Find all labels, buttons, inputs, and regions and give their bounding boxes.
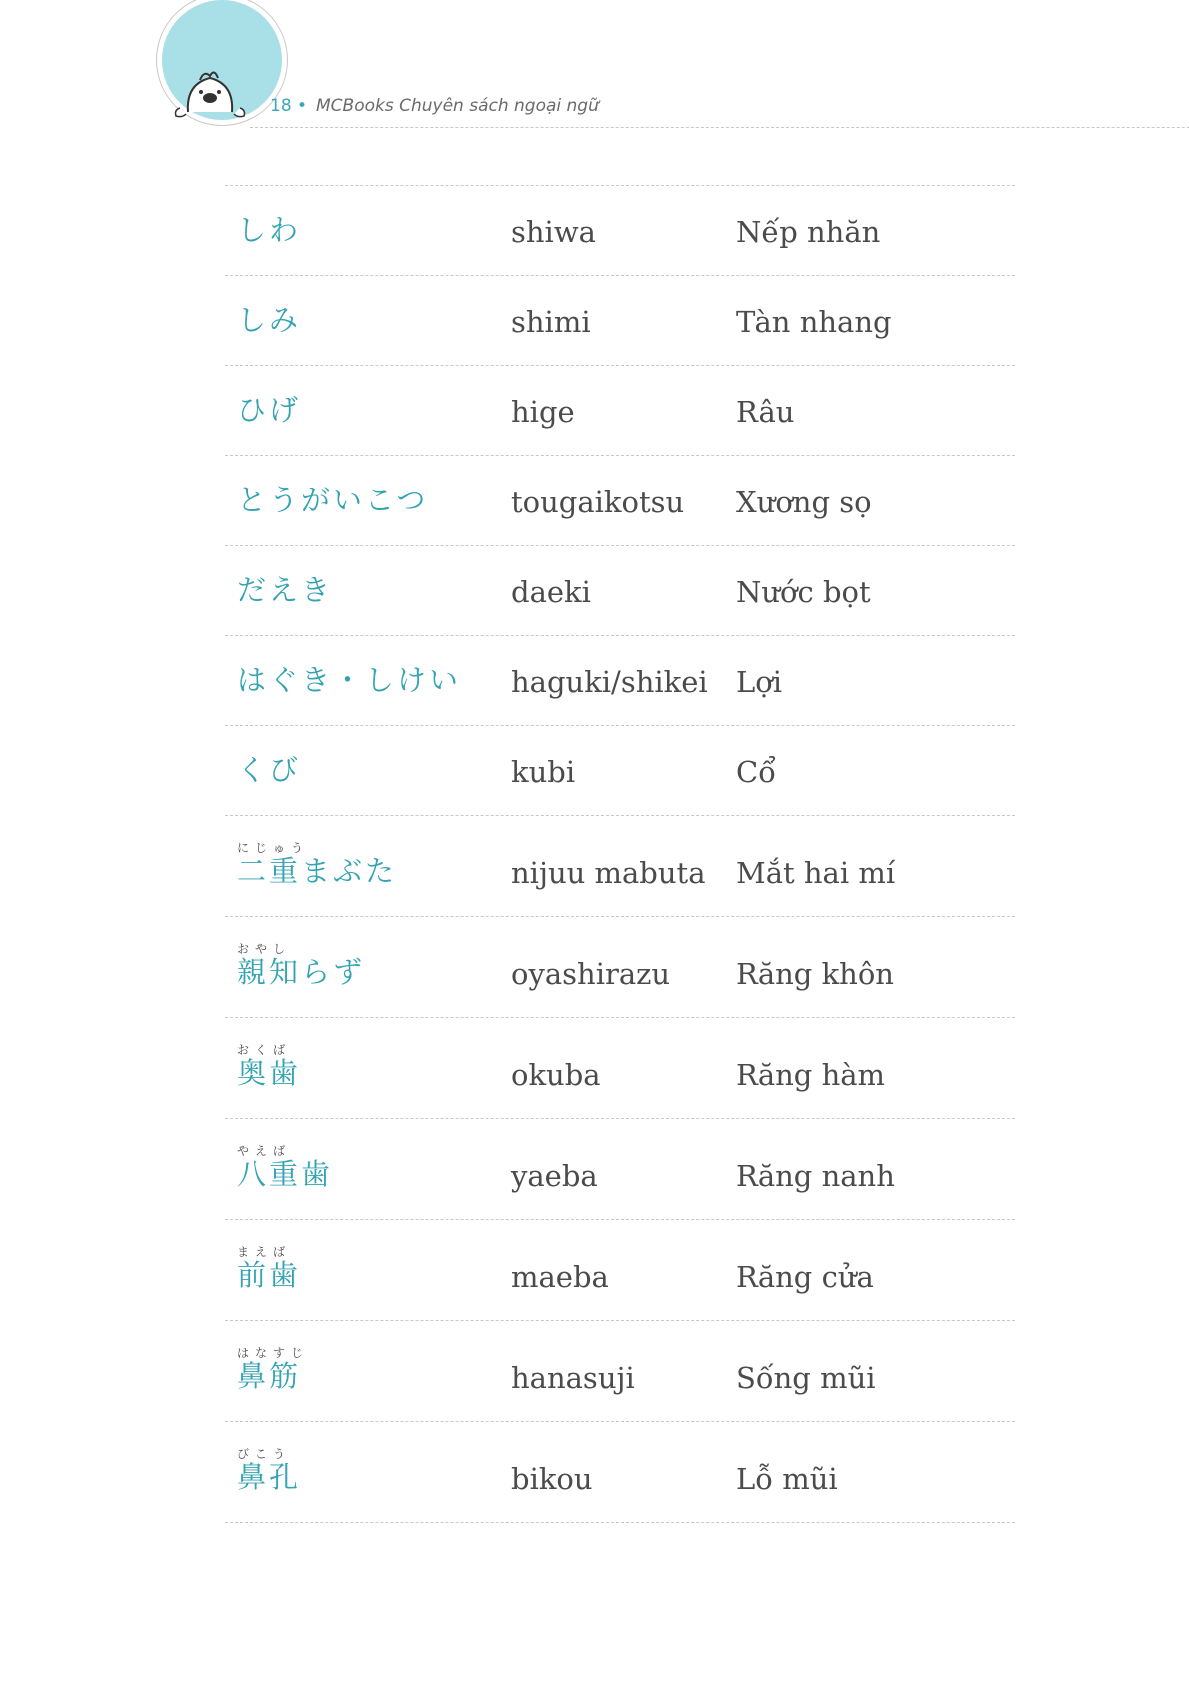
japanese-word: くび <box>237 753 302 787</box>
vocab-row <box>225 1119 1015 1220</box>
romaji-reading: nijuu mabuta <box>511 856 706 890</box>
vietnamese-meaning: Răng hàm <box>736 1058 886 1092</box>
romaji-reading: shiwa <box>511 215 596 249</box>
vietnamese-meaning: Răng cửa <box>736 1260 874 1294</box>
romaji-reading: hige <box>511 395 575 429</box>
vietnamese-meaning: Nếp nhăn <box>736 215 881 249</box>
furigana: やえば <box>237 1144 292 1158</box>
vocab-row <box>225 726 1015 816</box>
japanese-word: 八重歯 <box>237 1157 334 1191</box>
japanese-word: 二重まぶた <box>237 854 398 888</box>
vocab-table <box>225 185 1015 1523</box>
japanese-word: はぐき・しけい <box>237 663 462 697</box>
romaji-reading: oyashirazu <box>511 957 671 991</box>
vocab-row <box>225 276 1015 366</box>
japanese-word: 奥歯 <box>237 1056 302 1090</box>
japanese-word: 親知らず <box>237 955 366 989</box>
romaji-reading: yaeba <box>511 1159 598 1193</box>
vietnamese-meaning: Tàn nhang <box>736 305 892 339</box>
vietnamese-meaning: Sống mũi <box>736 1361 876 1395</box>
mascot-icon <box>170 62 250 122</box>
header-divider <box>250 127 1189 128</box>
vocab-row <box>225 456 1015 546</box>
vocab-row <box>225 636 1015 726</box>
romaji-reading: daeki <box>511 575 591 609</box>
vocab-row <box>225 1018 1015 1119</box>
romaji-reading: shimi <box>511 305 591 339</box>
vietnamese-meaning: Mắt hai mí <box>736 856 896 890</box>
vietnamese-meaning: Xương sọ <box>736 485 872 519</box>
romaji-reading: maeba <box>511 1260 609 1294</box>
vietnamese-meaning: Nước bọt <box>736 575 871 609</box>
furigana: にじゅう <box>237 841 310 855</box>
vocab-row <box>225 1220 1015 1321</box>
book-title: MCBooks Chuyên sách ngoại ngữ <box>316 96 599 116</box>
vietnamese-meaning: Cổ <box>736 755 776 789</box>
romaji-reading: haguki/shikei <box>511 665 708 699</box>
vietnamese-meaning: Lỗ mũi <box>736 1462 838 1496</box>
romaji-reading: bikou <box>511 1462 593 1496</box>
page-header <box>150 0 1189 140</box>
vocab-row <box>225 186 1015 276</box>
page-number: 18 • <box>270 96 308 116</box>
vocab-row <box>225 546 1015 636</box>
vocab-row <box>225 366 1015 456</box>
japanese-word: 鼻筋 <box>237 1359 302 1393</box>
japanese-word: とうがいこつ <box>237 483 429 517</box>
vocab-row <box>225 1321 1015 1422</box>
romaji-reading: hanasuji <box>511 1361 635 1395</box>
vietnamese-meaning: Răng khôn <box>736 957 894 991</box>
furigana: おやし <box>237 942 292 956</box>
vocab-row <box>225 1422 1015 1523</box>
japanese-word: だえき <box>237 573 334 607</box>
japanese-word: 前歯 <box>237 1258 302 1292</box>
vocab-row <box>225 816 1015 917</box>
vocab-row <box>225 917 1015 1018</box>
japanese-word: しみ <box>237 303 302 337</box>
furigana: おくば <box>237 1043 292 1057</box>
vietnamese-meaning: Lợi <box>736 665 782 699</box>
japanese-word: ひげ <box>237 393 302 427</box>
furigana: はなすじ <box>237 1346 310 1360</box>
romaji-reading: kubi <box>511 755 576 789</box>
vietnamese-meaning: Râu <box>736 395 795 429</box>
furigana: まえば <box>237 1245 292 1259</box>
japanese-word: 鼻孔 <box>237 1460 302 1494</box>
romaji-reading: tougaikotsu <box>511 485 685 519</box>
vietnamese-meaning: Răng nanh <box>736 1159 895 1193</box>
japanese-word: しわ <box>237 213 302 247</box>
furigana: びこう <box>237 1447 292 1461</box>
romaji-reading: okuba <box>511 1058 601 1092</box>
